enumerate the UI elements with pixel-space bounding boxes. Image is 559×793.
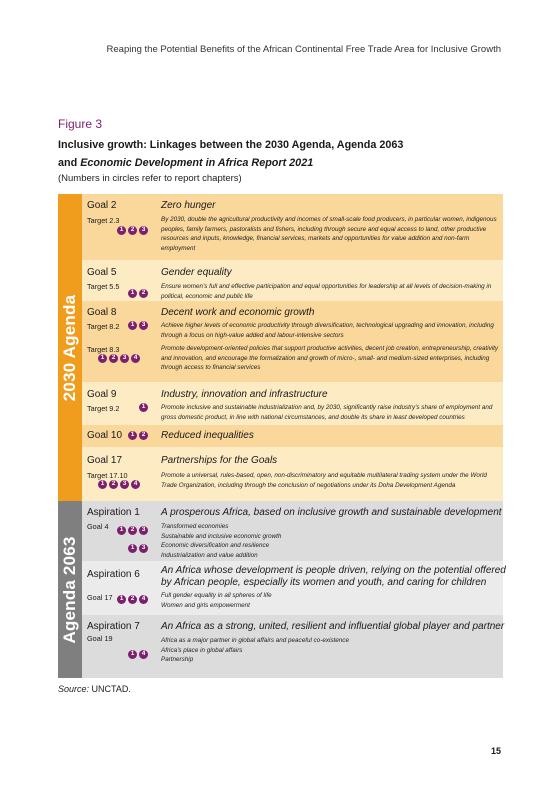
chapter-numbers — [128, 321, 148, 330]
chapter-number: 1 — [128, 289, 137, 298]
goal-row — [82, 260, 503, 302]
chapter-numbers — [139, 403, 148, 412]
goal-description: Achieve higher levels of economic productivity through diversification, technological upgrading and innovation, including through a focus on high-value added and labour-intensive sectors — [161, 322, 494, 339]
aspiration-row — [82, 615, 503, 678]
chapter-number: 1 — [128, 321, 137, 330]
target-label: Target 8.2 — [87, 322, 120, 331]
chapter-number: 2 — [139, 431, 148, 440]
agenda-2063-band — [58, 501, 82, 678]
source-text: UNCTAD. — [89, 684, 131, 694]
chapter-number: 1 — [139, 403, 148, 412]
chapter-number: 2 — [128, 526, 137, 535]
chapter-number: 3 — [139, 544, 148, 553]
agenda-2030-label: 2030 Agenda — [60, 294, 79, 401]
chapter-number: 3 — [120, 354, 129, 363]
goal-heading: Gender equality — [161, 267, 232, 278]
aspiration-label: Aspiration 1 — [87, 507, 140, 518]
figure-title — [58, 136, 508, 172]
goal-description: Promote development-oriented policies that support productive activities, decent job creation, entrepreneurship, creativity and innovation, and encourage the formalization and growth of micro-, small- and medium-sized enterprises, including through access to financial services — [161, 345, 499, 371]
figure-label: Figure 3 — [58, 117, 103, 131]
chapter-number: 4 — [139, 650, 148, 659]
target-label: Target 8.3 — [87, 345, 120, 354]
chapter-numbers — [98, 354, 140, 363]
chapter-number: 1 — [117, 526, 126, 535]
goal-heading: Partnerships for the Goals — [161, 455, 278, 466]
chapter-number: 1 — [98, 480, 107, 489]
chapter-number: 3 — [120, 480, 129, 489]
source-note — [58, 684, 131, 694]
goal-heading: Reduced inequalities — [161, 430, 254, 441]
chapter-numbers — [117, 226, 148, 235]
page-number: 15 — [490, 746, 501, 756]
goal-heading: Industry, innovation and infrastructure — [161, 389, 328, 400]
chapter-number: 2 — [128, 226, 137, 235]
aspiration-row — [82, 501, 503, 562]
aspiration-row — [82, 561, 506, 616]
aspiration-item: Industrialization and value addition — [161, 551, 258, 559]
aspiration-item: Africa’s place in global affairs — [161, 646, 243, 654]
goal-label: Goal 8 — [87, 307, 117, 318]
chapter-number: 4 — [131, 480, 140, 489]
chapter-number: 2 — [109, 354, 118, 363]
chapter-number: 4 — [131, 354, 140, 363]
goal-description: By 2030, double the agricultural productivity and incomes of small-scale food producers, in particular women, indigenous peoples, family farmers, pastoralists and fishers, including through secure and equal access to land, other productive resources and inputs, knowledge, financial services, markets and opportunities for value addition and non-farm employment — [161, 216, 497, 252]
goal-heading: Zero hunger — [161, 200, 216, 211]
chapter-number: 3 — [139, 226, 148, 235]
figure-title-line2 — [58, 154, 508, 172]
aspiration-items — [161, 522, 499, 560]
chapter-numbers — [117, 526, 148, 535]
goal-label: Goal 2 — [87, 200, 117, 211]
aspiration-item: Full gender equality in all spheres of life — [161, 592, 272, 599]
goal-row — [82, 382, 503, 426]
aspiration-heading — [161, 565, 506, 589]
aspiration-label: Aspiration 6 — [87, 569, 140, 580]
agenda-2063-label: Agenda 2063 — [60, 535, 79, 644]
chapter-numbers — [98, 480, 140, 489]
chapter-number: 1 — [98, 354, 107, 363]
aspiration-items — [161, 636, 499, 665]
aspiration-item: Transformed economies — [161, 523, 229, 530]
aspiration-item: Economic diversification and resilience — [161, 542, 270, 549]
chapter-numbers — [128, 289, 148, 298]
aspiration-heading: An Africa as a strong, united, resilient and influential global player and partner — [161, 621, 505, 632]
aspiration-label: Aspiration 7 — [87, 621, 140, 632]
aspiration-heading: A prosperous Africa, based on inclusive growth and sustainable development — [161, 507, 502, 518]
agenda-2030-band — [58, 194, 82, 501]
chapter-number: 3 — [139, 321, 148, 330]
agenda-goal-label: Goal 17 — [87, 593, 113, 602]
aspiration-item: Sustainable and inclusive economic growth — [161, 532, 282, 540]
chapter-number: 4 — [139, 595, 148, 604]
running-header: Reaping the Potential Benefits of the African Continental Free Trade Area for Inclusive Growth — [106, 44, 501, 55]
chapter-number: 1 — [128, 650, 137, 659]
goal-description: Ensure women’s full and effective participation and equal opportunities for leadership at all levels of decision-making in political, economic and public life — [161, 283, 492, 300]
chapter-number: 1 — [128, 544, 137, 553]
goal-row — [82, 194, 503, 261]
linkages-table — [58, 194, 506, 678]
target-label: Target 5.5 — [87, 282, 120, 291]
aspiration-heading-line: by African people, especially its women and youth, and caring for children — [161, 577, 487, 588]
chapter-number: 2 — [139, 289, 148, 298]
chapter-numbers — [128, 650, 148, 659]
chapter-number: 2 — [128, 595, 137, 604]
chapter-numbers — [128, 431, 148, 440]
target-label: Target 2.3 — [87, 216, 120, 225]
chapter-number: 1 — [128, 431, 137, 440]
goal-description: Promote inclusive and sustainable industrialization and, by 2030, significantly raise industry’s share of employment and gross domestic product, in line with national circumstances, and double its share in least developed countries — [161, 404, 493, 421]
goal-row — [82, 425, 503, 448]
agenda-goal-label: Goal 19 — [87, 634, 113, 643]
aspiration-heading-line: An Africa whose development is people driven, relying on the potential offered — [161, 565, 506, 576]
goal-label: Goal 17 — [87, 455, 123, 466]
chapter-number: 3 — [139, 526, 148, 535]
target-label: Target 9.2 — [87, 404, 120, 413]
goal-label: Goal 9 — [87, 389, 117, 400]
aspiration-item: Africa as a major partner in global affairs and peaceful co-existence — [161, 637, 349, 644]
chapter-number: 1 — [117, 226, 126, 235]
figure-title-report: Economic Development in Africa Report 2021 — [80, 157, 314, 169]
chapter-numbers — [117, 595, 148, 604]
figure-note: (Numbers in circles refer to report chapters) — [58, 173, 242, 184]
goal-row — [82, 301, 503, 383]
chapter-numbers — [128, 544, 148, 553]
aspiration-items — [161, 591, 499, 610]
goal-label: Goal 5 — [87, 267, 117, 278]
figure-title-line1: Inclusive growth: Linkages between the 2030 Agenda, Agenda 2063 — [58, 139, 404, 151]
goal-row — [82, 447, 503, 501]
figure-title-prefix: and — [58, 157, 81, 169]
goal-heading: Decent work and economic growth — [161, 307, 315, 318]
goal-label: Goal 10 — [87, 430, 123, 441]
goal-description: Promote a universal, rules-based, open, non-discriminatory and equitable multilateral trading system under the World Trade Organization, including through the conclusion of negotiations under its Doha Development Agenda — [161, 472, 487, 489]
aspiration-item: Partnership — [161, 656, 194, 663]
aspiration-item: Women and girls empowerment — [161, 601, 250, 609]
chapter-number: 1 — [117, 595, 126, 604]
agenda-goal-label: Goal 4 — [87, 522, 109, 531]
chapter-number: 2 — [109, 480, 118, 489]
target-label: Target 17.10 — [87, 471, 128, 480]
source-label: Source: — [58, 684, 90, 694]
